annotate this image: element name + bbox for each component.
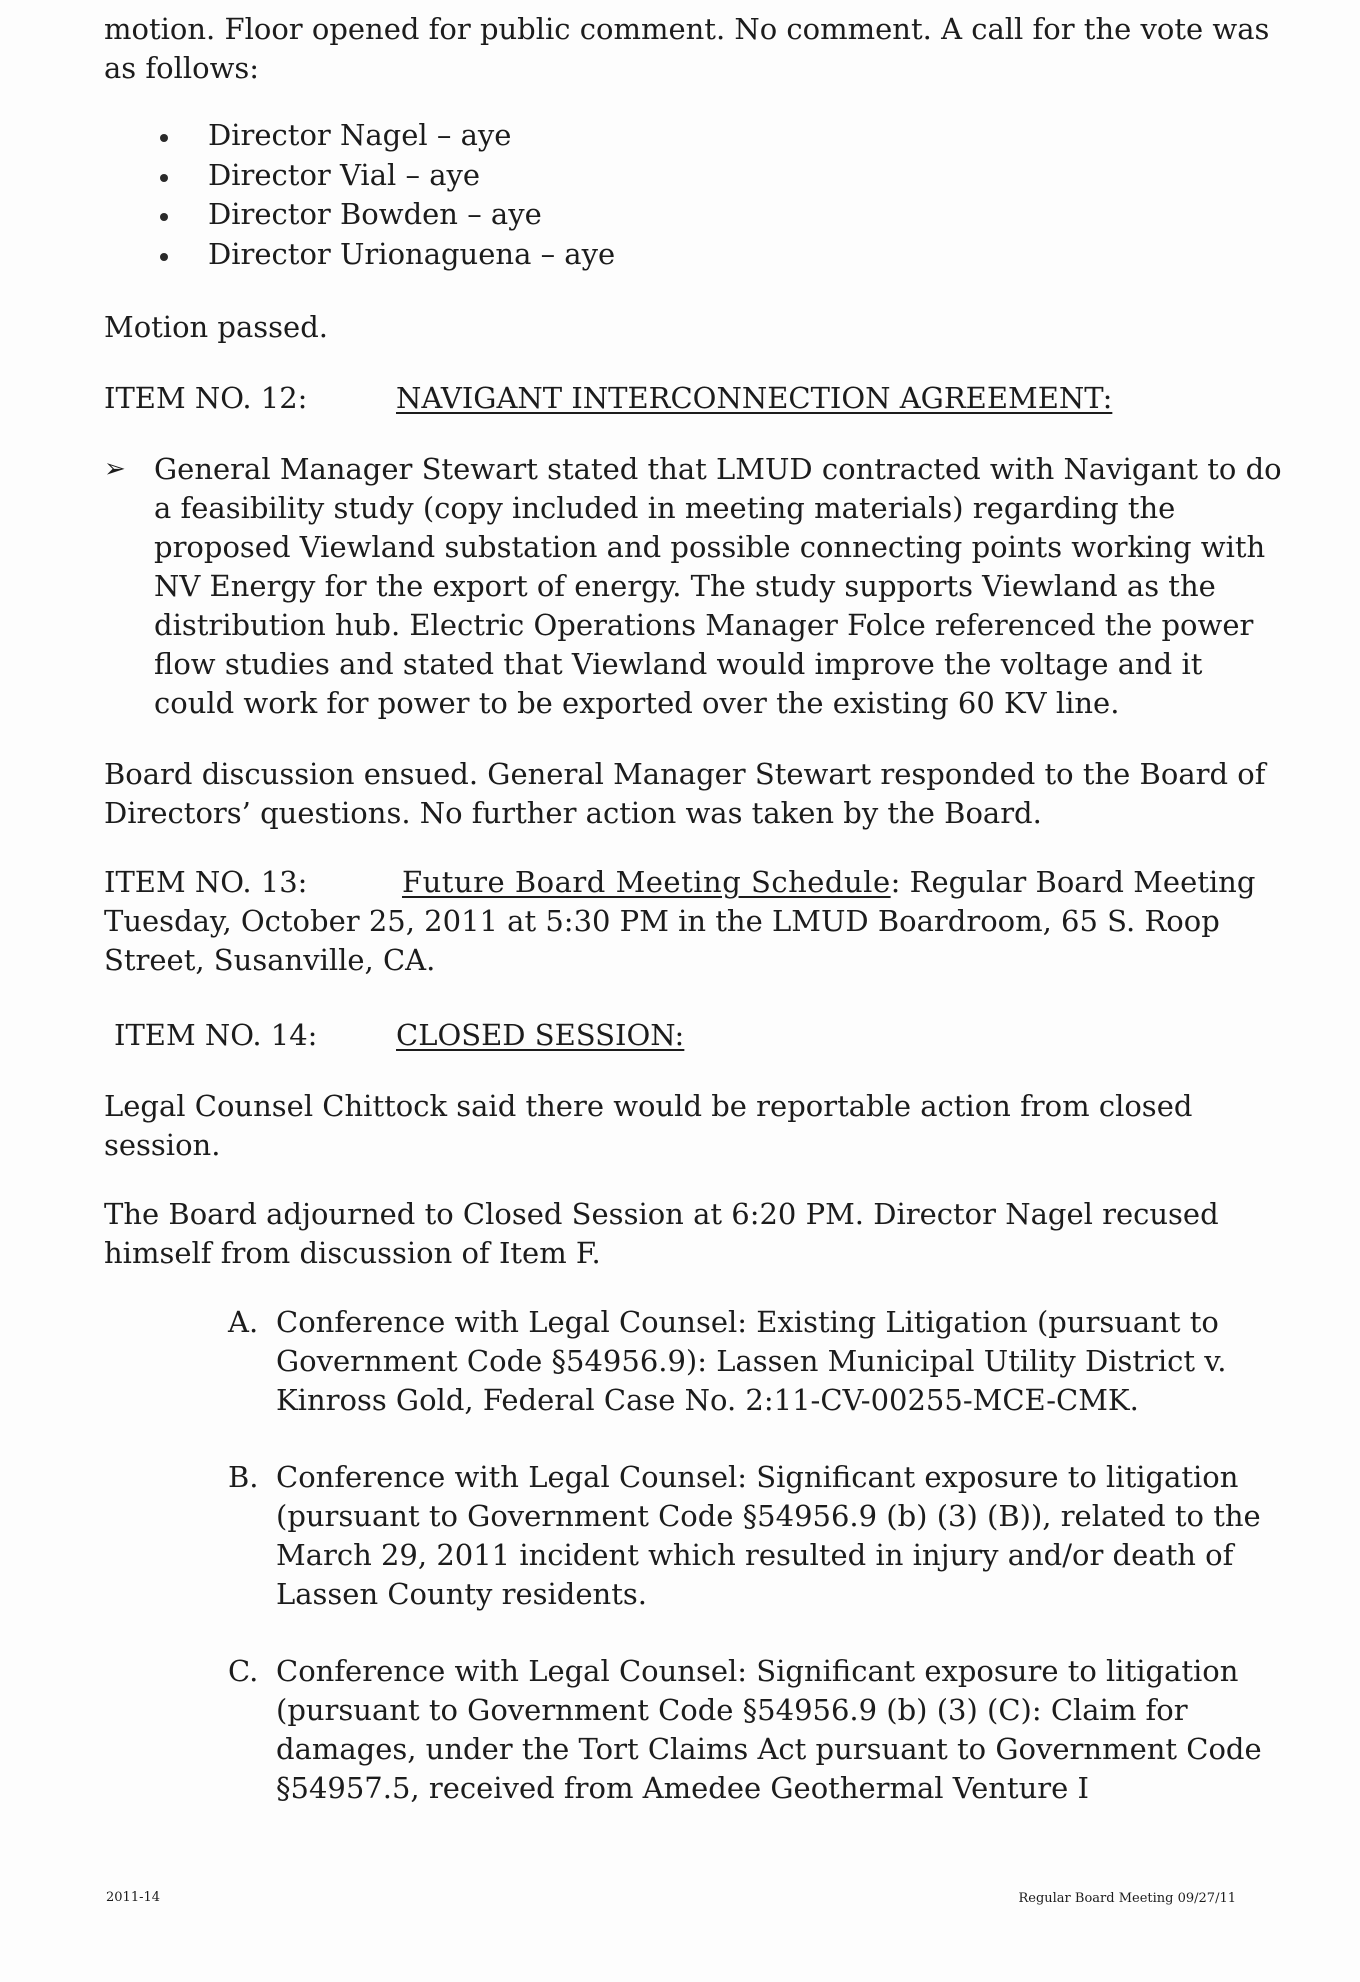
footer-page-number: 2011-14 — [106, 1890, 161, 1905]
item-text: Conference with Legal Counsel: Significant exposure to litigation (pursuant to Government Code §54956.9 (b) (3) (B)), related to the March 29, 2011 incident which resulted in injury and/or death of Lassen County residents. — [276, 1460, 1261, 1611]
bullet-text: General Manager Stewart stated that LMUD contracted with Navigant to do a feasibility study (copy included in meeting materials) regarding the proposed Viewland substation and possible connecting points working with NV Energy for the export of energy. The study supports Viewland as the distribution hub. Electric Operations Manager Folce referenced the power flow studies and stated that Viewland would improve the voltage and it could work for power to be exported over the existing 60 KV line. — [154, 452, 1282, 720]
adjourn-paragraph: The Board adjourned to Closed Session at 6:20 PM. Director Nagel recused himself from discussion of Item F. — [104, 1197, 1219, 1270]
vote-item: Director Bowden – aye — [154, 195, 1284, 235]
item-13-text: Regular Board Meeting Tuesday, October 25, 2011 at 5:30 PM in the LMUD Boardroom, 65 S. Roop Street, Susanville, CA. — [104, 865, 1256, 977]
item-text: Conference with Legal Counsel: Existing Litigation (pursuant to Government Code §54956.9): Lassen Municipal Utility District v. Kinross Gold, Federal Case No. 2:11-CV-00255-MCE-CMK. — [276, 1305, 1227, 1417]
item-label: ITEM NO. 12: — [104, 381, 308, 415]
closed-session-paragraph: Legal Counsel Chittock said there would be reportable action from closed session. — [104, 1089, 1193, 1162]
item-label: ITEM NO. 14: — [114, 1018, 318, 1052]
item-letter: C. — [228, 1654, 259, 1688]
item-text: Conference with Legal Counsel: Significant exposure to litigation (pursuant to Government Code §54956.9 (b) (3) (C): Claim for damages, under the Tort Claims Act pursuant to Government Code §54957.5, received from Amedee Geothermal Venture I — [276, 1654, 1262, 1805]
closed-session-item — [104, 1458, 1284, 1614]
intro-paragraph: motion. Floor opened for public comment. No comment. A call for the vote was as follows: — [104, 12, 1270, 85]
item-12-bullet — [104, 450, 1284, 723]
item-title-colon: : — [890, 865, 901, 899]
motion-result: Motion passed. — [104, 310, 328, 344]
vote-list — [104, 116, 1284, 274]
vote-item: Director Nagel – aye — [154, 116, 1284, 156]
footer-meeting-label: Regular Board Meeting 09/27/11 — [1018, 1891, 1236, 1906]
item-12-heading — [104, 379, 1284, 418]
closed-session-item — [104, 1652, 1284, 1808]
item-14-heading — [114, 1016, 1284, 1055]
vote-item: Director Urionaguena – aye — [154, 235, 1284, 275]
discussion-paragraph: Board discussion ensued. General Manager Stewart responded to the Board of Directors’ questions. No further action was taken by the Board. — [104, 757, 1266, 830]
item-letter: B. — [228, 1460, 259, 1494]
item-title: Future Board Meeting Schedule — [402, 865, 891, 899]
vote-item: Director Vial – aye — [154, 156, 1284, 196]
arrow-bullet-icon: ➢ — [104, 454, 126, 484]
closed-session-items — [104, 1303, 1284, 1808]
document-body — [104, 10, 1284, 1808]
item-label: ITEM NO. 13: — [104, 865, 308, 899]
item-title: NAVIGANT INTERCONNECTION AGREEMENT: — [396, 381, 1113, 415]
item-title: CLOSED SESSION: — [396, 1018, 685, 1052]
closed-session-item — [104, 1303, 1284, 1420]
item-13-paragraph — [104, 863, 1284, 980]
item-letter: A. — [228, 1305, 259, 1339]
